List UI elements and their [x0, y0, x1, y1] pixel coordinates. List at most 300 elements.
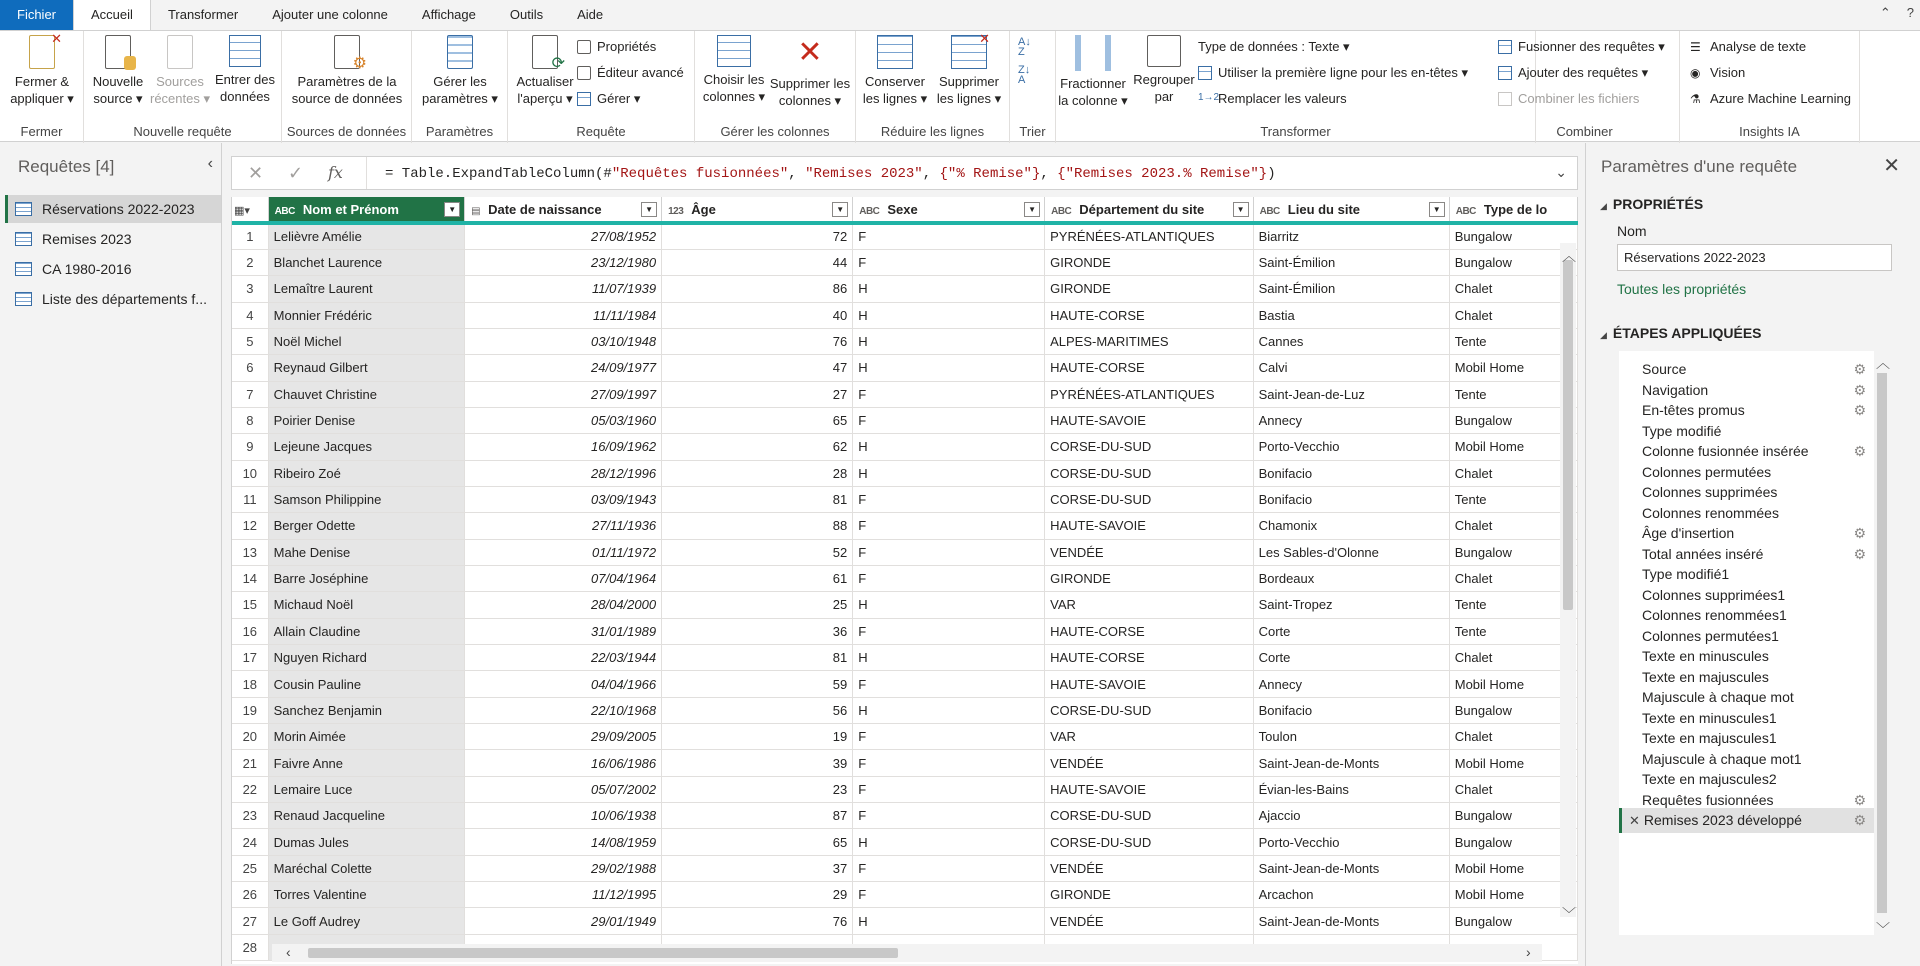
enter-data-button[interactable]	[212, 35, 278, 105]
cell-name[interactable]: Poirier Denise	[268, 407, 465, 433]
tab-tools[interactable]: Outils	[509, 7, 544, 22]
filter-dropdown-icon[interactable]: ▼	[1233, 202, 1249, 217]
cell-age[interactable]: 81	[662, 645, 853, 671]
cell-name[interactable]: Le Goff Audrey	[268, 908, 465, 934]
cell-site[interactable]: Annecy	[1253, 407, 1449, 433]
cell-birthdate[interactable]: 23/12/1980	[465, 249, 662, 275]
cancel-formula-icon[interactable]: ✕	[248, 163, 264, 183]
cell-name[interactable]: Ribeiro Zoé	[268, 460, 465, 486]
cell-sex[interactable]: H	[853, 434, 1045, 460]
filter-dropdown-icon[interactable]: ▼	[1429, 202, 1445, 217]
azure-ml-button[interactable]	[1690, 91, 1851, 106]
sort-asc-button[interactable]: A↓ Z	[1018, 36, 1031, 58]
cell-site[interactable]: Les Sables-d'Olonne	[1253, 539, 1449, 565]
scroll-up-icon[interactable]: ︿	[1562, 248, 1576, 264]
cell-name[interactable]: Samson Philippine	[268, 486, 465, 512]
choose-columns-button[interactable]	[699, 35, 769, 105]
cell-department[interactable]: GIRONDE	[1045, 565, 1254, 591]
cell-lodging-type[interactable]: Tente	[1449, 486, 1577, 512]
cell-age[interactable]: 81	[662, 486, 853, 512]
cell-lodging-type[interactable]: Chalet	[1449, 460, 1577, 486]
row-number[interactable]: 6	[232, 355, 268, 381]
cell-department[interactable]: ALPES-MARITIMES	[1045, 328, 1254, 354]
step-settings-gear-icon[interactable]: ⚙	[1853, 545, 1866, 562]
cell-birthdate[interactable]: 24/09/1977	[465, 355, 662, 381]
cell-birthdate[interactable]: 29/09/2005	[465, 724, 662, 750]
cell-lodging-type[interactable]: Tente	[1449, 618, 1577, 644]
column-header[interactable]	[268, 197, 465, 223]
remove-rows-button[interactable]	[932, 31, 1006, 107]
cell-site[interactable]: Saint-Émilion	[1253, 249, 1449, 275]
cell-lodging-type[interactable]: Mobil Home	[1449, 355, 1577, 381]
text-analytics-button[interactable]	[1690, 39, 1806, 54]
cell-age[interactable]: 37	[662, 855, 853, 881]
query-item[interactable]	[5, 225, 221, 253]
group-by-button[interactable]	[1130, 35, 1198, 105]
scroll-right-icon[interactable]: ›	[1526, 944, 1531, 960]
cell-sex[interactable]: H	[853, 355, 1045, 381]
cell-site[interactable]: Bordeaux	[1253, 565, 1449, 591]
row-number[interactable]: 20	[232, 724, 268, 750]
row-number[interactable]: 2	[232, 249, 268, 275]
cell-lodging-type[interactable]: Chalet	[1449, 724, 1577, 750]
cell-department[interactable]: VENDÉE	[1045, 855, 1254, 881]
advanced-editor-button[interactable]	[577, 65, 684, 80]
cell-age[interactable]: 65	[662, 407, 853, 433]
row-number[interactable]: 14	[232, 565, 268, 591]
cell-sex[interactable]: H	[853, 460, 1045, 486]
query-name-input[interactable]	[1617, 244, 1892, 271]
cell-department[interactable]: PYRÉNÉES-ATLANTIQUES	[1045, 223, 1254, 249]
row-number[interactable]: 13	[232, 539, 268, 565]
cell-lodging-type[interactable]: Chalet	[1449, 565, 1577, 591]
row-number[interactable]: 3	[232, 276, 268, 302]
cell-name[interactable]: Renaud Jacqueline	[268, 803, 465, 829]
cell-sex[interactable]: F	[853, 539, 1045, 565]
cell-birthdate[interactable]: 27/11/1936	[465, 513, 662, 539]
row-number[interactable]: 5	[232, 328, 268, 354]
cell-sex[interactable]: F	[853, 486, 1045, 512]
tab-home[interactable]: Accueil	[73, 0, 151, 30]
cell-sex[interactable]: H	[853, 908, 1045, 934]
cell-department[interactable]: GIRONDE	[1045, 249, 1254, 275]
cell-age[interactable]: 56	[662, 697, 853, 723]
help-icon[interactable]: ?	[1906, 5, 1914, 20]
cell-department[interactable]: CORSE-DU-SUD	[1045, 829, 1254, 855]
row-number[interactable]: 1	[232, 223, 268, 249]
cell-birthdate[interactable]: 10/06/1938	[465, 803, 662, 829]
row-number[interactable]: 24	[232, 829, 268, 855]
cell-sex[interactable]: F	[853, 671, 1045, 697]
row-number[interactable]: 7	[232, 381, 268, 407]
cell-age[interactable]: 23	[662, 776, 853, 802]
cell-age[interactable]: 25	[662, 592, 853, 618]
cell-age[interactable]: 52	[662, 539, 853, 565]
cell-lodging-type[interactable]: Chalet	[1449, 276, 1577, 302]
cell-name[interactable]: Lemaître Laurent	[268, 276, 465, 302]
use-first-row-button[interactable]	[1198, 65, 1468, 81]
cell-department[interactable]: CORSE-DU-SUD	[1045, 460, 1254, 486]
cell-age[interactable]: 40	[662, 302, 853, 328]
cell-department[interactable]: HAUTE-SAVOIE	[1045, 776, 1254, 802]
row-number[interactable]: 26	[232, 882, 268, 908]
row-number[interactable]: 23	[232, 803, 268, 829]
cell-site[interactable]: Biarritz	[1253, 223, 1449, 249]
cell-site[interactable]: Porto-Vecchio	[1253, 829, 1449, 855]
cell-name[interactable]: Torres Valentine	[268, 882, 465, 908]
cell-sex[interactable]: H	[853, 302, 1045, 328]
cell-site[interactable]: Chamonix	[1253, 513, 1449, 539]
cell-birthdate[interactable]: 14/08/1959	[465, 829, 662, 855]
cell-name[interactable]: Michaud Noël	[268, 592, 465, 618]
cell-department[interactable]: VAR	[1045, 592, 1254, 618]
cell-age[interactable]: 76	[662, 908, 853, 934]
cell-name[interactable]: Monnier Frédéric	[268, 302, 465, 328]
cell-age[interactable]: 72	[662, 223, 853, 249]
cell-birthdate[interactable]: 05/07/2002	[465, 776, 662, 802]
cell-department[interactable]: HAUTE-CORSE	[1045, 355, 1254, 381]
row-number[interactable]: 9	[232, 434, 268, 460]
cell-age[interactable]: 76	[662, 328, 853, 354]
data-type-button[interactable]	[1198, 39, 1350, 55]
cell-lodging-type[interactable]: Bungalow	[1449, 697, 1577, 723]
cell-birthdate[interactable]: 16/09/1962	[465, 434, 662, 460]
cell-site[interactable]: Saint-Jean-de-Monts	[1253, 750, 1449, 776]
cell-department[interactable]: HAUTE-CORSE	[1045, 302, 1254, 328]
cell-sex[interactable]: F	[853, 381, 1045, 407]
cell-name[interactable]: Cousin Pauline	[268, 671, 465, 697]
cell-name[interactable]: Morin Aimée	[268, 724, 465, 750]
cell-name[interactable]: Barre Joséphine	[268, 565, 465, 591]
column-header[interactable]	[1045, 197, 1254, 223]
cell-site[interactable]: Annecy	[1253, 671, 1449, 697]
cell-department[interactable]: HAUTE-CORSE	[1045, 645, 1254, 671]
all-properties-link[interactable]: Toutes les propriétés	[1617, 281, 1747, 297]
cell-department[interactable]: CORSE-DU-SUD	[1045, 434, 1254, 460]
chevron-down-icon[interactable]: ⌄	[1555, 164, 1567, 180]
step-settings-gear-icon[interactable]: ⚙	[1853, 381, 1866, 398]
cell-department[interactable]: GIRONDE	[1045, 882, 1254, 908]
append-queries-button[interactable]	[1498, 65, 1648, 81]
cell-birthdate[interactable]: 11/11/1984	[465, 302, 662, 328]
cell-department[interactable]: HAUTE-CORSE	[1045, 618, 1254, 644]
cell-age[interactable]: 39	[662, 750, 853, 776]
recent-sources-button[interactable]	[150, 35, 210, 107]
cell-site[interactable]: Calvi	[1253, 355, 1449, 381]
cell-birthdate[interactable]: 27/08/1952	[465, 223, 662, 249]
tab-add-column[interactable]: Ajouter une colonne	[272, 7, 388, 22]
cell-age[interactable]: 88	[662, 513, 853, 539]
cell-sex[interactable]: F	[853, 565, 1045, 591]
cell-age[interactable]: 87	[662, 803, 853, 829]
cell-sex[interactable]: F	[853, 776, 1045, 802]
cell-age[interactable]: 44	[662, 249, 853, 275]
row-number[interactable]: 12	[232, 513, 268, 539]
cell-sex[interactable]: F	[853, 882, 1045, 908]
column-header[interactable]	[1253, 197, 1449, 223]
cell-department[interactable]: CORSE-DU-SUD	[1045, 803, 1254, 829]
cell-lodging-type[interactable]: Chalet	[1449, 302, 1577, 328]
cell-name[interactable]: Berger Odette	[268, 513, 465, 539]
delete-step-icon[interactable]: ✕	[1629, 813, 1640, 828]
cell-department[interactable]: PYRÉNÉES-ATLANTIQUES	[1045, 381, 1254, 407]
row-number[interactable]: 16	[232, 618, 268, 644]
scroll-left-icon[interactable]: ‹	[286, 944, 291, 960]
cell-sex[interactable]: F	[853, 803, 1045, 829]
step-settings-gear-icon[interactable]: ⚙	[1853, 791, 1866, 808]
cell-site[interactable]: Saint-Jean-de-Monts	[1253, 855, 1449, 881]
cell-age[interactable]: 27	[662, 381, 853, 407]
cell-department[interactable]: HAUTE-SAVOIE	[1045, 407, 1254, 433]
refresh-preview-button[interactable]	[511, 35, 579, 107]
properties-button[interactable]	[577, 39, 656, 54]
step-settings-gear-icon[interactable]: ⚙	[1853, 402, 1866, 418]
cell-sex[interactable]: F	[853, 513, 1045, 539]
cell-name[interactable]: Maréchal Colette	[268, 855, 465, 881]
cell-sex[interactable]: F	[853, 750, 1045, 776]
cell-sex[interactable]: H	[853, 592, 1045, 618]
cell-birthdate[interactable]: 31/01/1989	[465, 618, 662, 644]
cell-department[interactable]: GIRONDE	[1045, 276, 1254, 302]
filter-dropdown-icon[interactable]: ▼	[832, 202, 848, 217]
cell-lodging-type[interactable]: Bungalow	[1449, 223, 1577, 249]
cell-site[interactable]: Bastia	[1253, 302, 1449, 328]
split-column-button[interactable]	[1058, 35, 1128, 109]
cell-sex[interactable]: F	[853, 249, 1045, 275]
cell-name[interactable]: Reynaud Gilbert	[268, 355, 465, 381]
cell-name[interactable]: Lelièvre Amélie	[268, 223, 465, 249]
manage-parameters-button[interactable]	[416, 35, 504, 107]
row-number[interactable]: 19	[232, 697, 268, 723]
cell-birthdate[interactable]: 29/01/1949	[465, 908, 662, 934]
cell-lodging-type[interactable]: Bungalow	[1449, 539, 1577, 565]
cell-lodging-type[interactable]: Chalet	[1449, 645, 1577, 671]
horizontal-scroll-thumb[interactable]	[308, 948, 898, 958]
cell-sex[interactable]: H	[853, 829, 1045, 855]
cell-lodging-type[interactable]: Bungalow	[1449, 829, 1577, 855]
cell-department[interactable]: VAR	[1045, 724, 1254, 750]
cell-birthdate[interactable]: 03/10/1948	[465, 328, 662, 354]
row-number[interactable]: 22	[232, 776, 268, 802]
close-icon[interactable]: ✕	[1883, 155, 1900, 177]
cell-lodging-type[interactable]: Mobil Home	[1449, 750, 1577, 776]
keep-rows-button[interactable]	[860, 35, 930, 107]
tab-file[interactable]: Fichier	[0, 0, 73, 30]
row-number[interactable]: 18	[232, 671, 268, 697]
close-apply-button[interactable]	[6, 31, 78, 107]
cell-site[interactable]: Saint-Émilion	[1253, 276, 1449, 302]
cell-lodging-type[interactable]: Mobil Home	[1449, 882, 1577, 908]
cell-name[interactable]: Blanchet Laurence	[268, 249, 465, 275]
cell-birthdate[interactable]: 16/06/1986	[465, 750, 662, 776]
cell-lodging-type[interactable]: Mobil Home	[1449, 855, 1577, 881]
scroll-up-icon[interactable]: ︿	[1876, 355, 1890, 371]
cell-birthdate[interactable]: 03/09/1943	[465, 486, 662, 512]
cell-site[interactable]: Toulon	[1253, 724, 1449, 750]
cell-site[interactable]: Évian-les-Bains	[1253, 776, 1449, 802]
cell-birthdate[interactable]: 11/07/1939	[465, 276, 662, 302]
cell-sex[interactable]: F	[853, 223, 1045, 249]
manage-button[interactable]	[577, 91, 640, 107]
cell-sex[interactable]: F	[853, 407, 1045, 433]
cell-department[interactable]: HAUTE-SAVOIE	[1045, 671, 1254, 697]
cell-sex[interactable]: H	[853, 328, 1045, 354]
cell-department[interactable]: CORSE-DU-SUD	[1045, 486, 1254, 512]
new-source-button[interactable]	[88, 35, 148, 107]
cell-department[interactable]: VENDÉE	[1045, 908, 1254, 934]
row-number[interactable]: 8	[232, 407, 268, 433]
cell-birthdate[interactable]: 22/03/1944	[465, 645, 662, 671]
cell-age[interactable]: 28	[662, 460, 853, 486]
cell-name[interactable]: Noël Michel	[268, 328, 465, 354]
cell-lodging-type[interactable]: Tente	[1449, 328, 1577, 354]
scroll-down-icon[interactable]: ﹀	[1562, 906, 1576, 922]
row-number[interactable]: 11	[232, 486, 268, 512]
cell-name[interactable]: Nguyen Richard	[268, 645, 465, 671]
vertical-scroll-thumb[interactable]	[1563, 260, 1573, 610]
cell-lodging-type[interactable]: Tente	[1449, 592, 1577, 618]
query-item[interactable]	[5, 285, 221, 313]
cell-site[interactable]: Bonifacio	[1253, 486, 1449, 512]
tab-view[interactable]: Affichage	[421, 7, 476, 22]
row-number[interactable]: 21	[232, 750, 268, 776]
cell-site[interactable]: Arcachon	[1253, 882, 1449, 908]
cell-lodging-type[interactable]: Mobil Home	[1449, 671, 1577, 697]
cell-site[interactable]: Saint-Jean-de-Luz	[1253, 381, 1449, 407]
step-settings-gear-icon[interactable]: ⚙	[1853, 812, 1866, 828]
cell-name[interactable]: Faivre Anne	[268, 750, 465, 776]
row-number[interactable]: 27	[232, 908, 268, 934]
cell-birthdate[interactable]: 07/04/1964	[465, 565, 662, 591]
row-number[interactable]: 17	[232, 645, 268, 671]
filter-dropdown-icon[interactable]: ▼	[641, 202, 657, 217]
cell-birthdate[interactable]: 27/09/1997	[465, 381, 662, 407]
cell-site[interactable]: Saint-Tropez	[1253, 592, 1449, 618]
cell-sex[interactable]: H	[853, 645, 1045, 671]
filter-dropdown-icon[interactable]: ▼	[444, 202, 460, 217]
table-menu-button[interactable]: ▦▾	[232, 197, 268, 223]
cell-lodging-type[interactable]: Chalet	[1449, 513, 1577, 539]
cell-lodging-type[interactable]: Mobil Home	[1449, 434, 1577, 460]
cell-age[interactable]: 86	[662, 276, 853, 302]
cell-birthdate[interactable]: 05/03/1960	[465, 407, 662, 433]
step-settings-gear-icon[interactable]: ⚙	[1853, 443, 1866, 459]
cell-sex[interactable]: F	[853, 855, 1045, 881]
cell-site[interactable]: Porto-Vecchio	[1253, 434, 1449, 460]
cell-lodging-type[interactable]: Tente	[1449, 381, 1577, 407]
fx-icon[interactable]: fx	[328, 163, 343, 182]
remove-columns-button[interactable]	[767, 35, 853, 109]
cell-sex[interactable]: F	[853, 724, 1045, 750]
properties-section-header[interactable]	[1600, 196, 1703, 212]
cell-site[interactable]: Ajaccio	[1253, 803, 1449, 829]
cell-department[interactable]: VENDÉE	[1045, 539, 1254, 565]
cell-age[interactable]: 61	[662, 565, 853, 591]
cell-name[interactable]: Chauvet Christine	[268, 381, 465, 407]
column-header[interactable]	[1449, 197, 1577, 223]
cell-name[interactable]: Mahe Denise	[268, 539, 465, 565]
cell-lodging-type[interactable]: Bungalow	[1449, 407, 1577, 433]
cell-sex[interactable]: H	[853, 276, 1045, 302]
commit-formula-icon[interactable]: ✓	[288, 163, 304, 183]
cell-age[interactable]: 62	[662, 434, 853, 460]
cell-department[interactable]: HAUTE-SAVOIE	[1045, 513, 1254, 539]
replace-values-button[interactable]	[1198, 91, 1347, 106]
column-header[interactable]	[465, 197, 662, 223]
vision-button[interactable]	[1690, 65, 1745, 80]
cell-birthdate[interactable]: 01/11/1972	[465, 539, 662, 565]
cell-birthdate[interactable]: 28/12/1996	[465, 460, 662, 486]
cell-birthdate[interactable]: 11/12/1995	[465, 882, 662, 908]
collapse-ribbon-icon[interactable]: ⌃	[1879, 5, 1891, 20]
cell-site[interactable]: Corte	[1253, 645, 1449, 671]
filter-dropdown-icon[interactable]: ▼	[1024, 202, 1040, 217]
merge-queries-button[interactable]	[1498, 39, 1665, 55]
cell-name[interactable]: Lejeune Jacques	[268, 434, 465, 460]
cell-age[interactable]: 59	[662, 671, 853, 697]
data-source-settings-button[interactable]	[286, 35, 408, 107]
row-number[interactable]: 4	[232, 302, 268, 328]
cell-sex[interactable]: H	[853, 697, 1045, 723]
cell-site[interactable]: Corte	[1253, 618, 1449, 644]
query-item[interactable]	[5, 195, 221, 223]
sort-desc-button[interactable]: Z↓ A	[1018, 64, 1031, 86]
collapse-panel-icon[interactable]: ‹	[207, 155, 213, 172]
cell-age[interactable]: 47	[662, 355, 853, 381]
query-item[interactable]	[5, 255, 221, 283]
step-settings-gear-icon[interactable]: ⚙	[1853, 525, 1866, 541]
cell-name[interactable]: Dumas Jules	[268, 829, 465, 855]
cell-birthdate[interactable]: 28/04/2000	[465, 592, 662, 618]
cell-age[interactable]: 29	[662, 882, 853, 908]
cell-site[interactable]: Saint-Jean-de-Monts	[1253, 908, 1449, 934]
applied-step[interactable]	[1619, 808, 1874, 833]
cell-sex[interactable]: F	[853, 618, 1045, 644]
cell-site[interactable]: Bonifacio	[1253, 460, 1449, 486]
applied-steps-section-header[interactable]	[1600, 325, 1762, 341]
cell-site[interactable]: Bonifacio	[1253, 697, 1449, 723]
tab-transform[interactable]: Transformer	[167, 7, 239, 22]
cell-name[interactable]: Lemaire Luce	[268, 776, 465, 802]
column-header[interactable]	[853, 197, 1045, 223]
row-number[interactable]: 28	[232, 934, 268, 960]
tab-help[interactable]: Aide	[577, 7, 604, 22]
cell-age[interactable]: 36	[662, 618, 853, 644]
column-header[interactable]	[662, 197, 853, 223]
cell-lodging-type[interactable]: Bungalow	[1449, 249, 1577, 275]
step-settings-gear-icon[interactable]: ⚙	[1853, 361, 1866, 377]
combine-files-button[interactable]	[1498, 91, 1639, 106]
cell-site[interactable]: Cannes	[1253, 328, 1449, 354]
cell-birthdate[interactable]: 22/10/1968	[465, 697, 662, 723]
cell-name[interactable]: Allain Claudine	[268, 618, 465, 644]
steps-scroll-thumb[interactable]	[1877, 373, 1887, 913]
cell-lodging-type[interactable]: Chalet	[1449, 776, 1577, 802]
cell-lodging-type[interactable]: Bungalow	[1449, 908, 1577, 934]
formula-text[interactable]: = Table.ExpandTableColumn(#"Requêtes fusionnées", "Remises 2023", {"% Remise"}, {"Remises 2023.% Remise"})	[385, 166, 1276, 182]
cell-birthdate[interactable]: 04/04/1966	[465, 671, 662, 697]
row-number[interactable]: 15	[232, 592, 268, 618]
cell-department[interactable]: CORSE-DU-SUD	[1045, 697, 1254, 723]
cell-department[interactable]: VENDÉE	[1045, 750, 1254, 776]
cell-name[interactable]: Sanchez Benjamin	[268, 697, 465, 723]
row-number[interactable]: 10	[232, 460, 268, 486]
scroll-down-icon[interactable]: ﹀	[1876, 921, 1890, 937]
cell-age[interactable]: 19	[662, 724, 853, 750]
cell-birthdate[interactable]: 29/02/1988	[465, 855, 662, 881]
row-number[interactable]: 25	[232, 855, 268, 881]
cell-lodging-type[interactable]: Bungalow	[1449, 803, 1577, 829]
